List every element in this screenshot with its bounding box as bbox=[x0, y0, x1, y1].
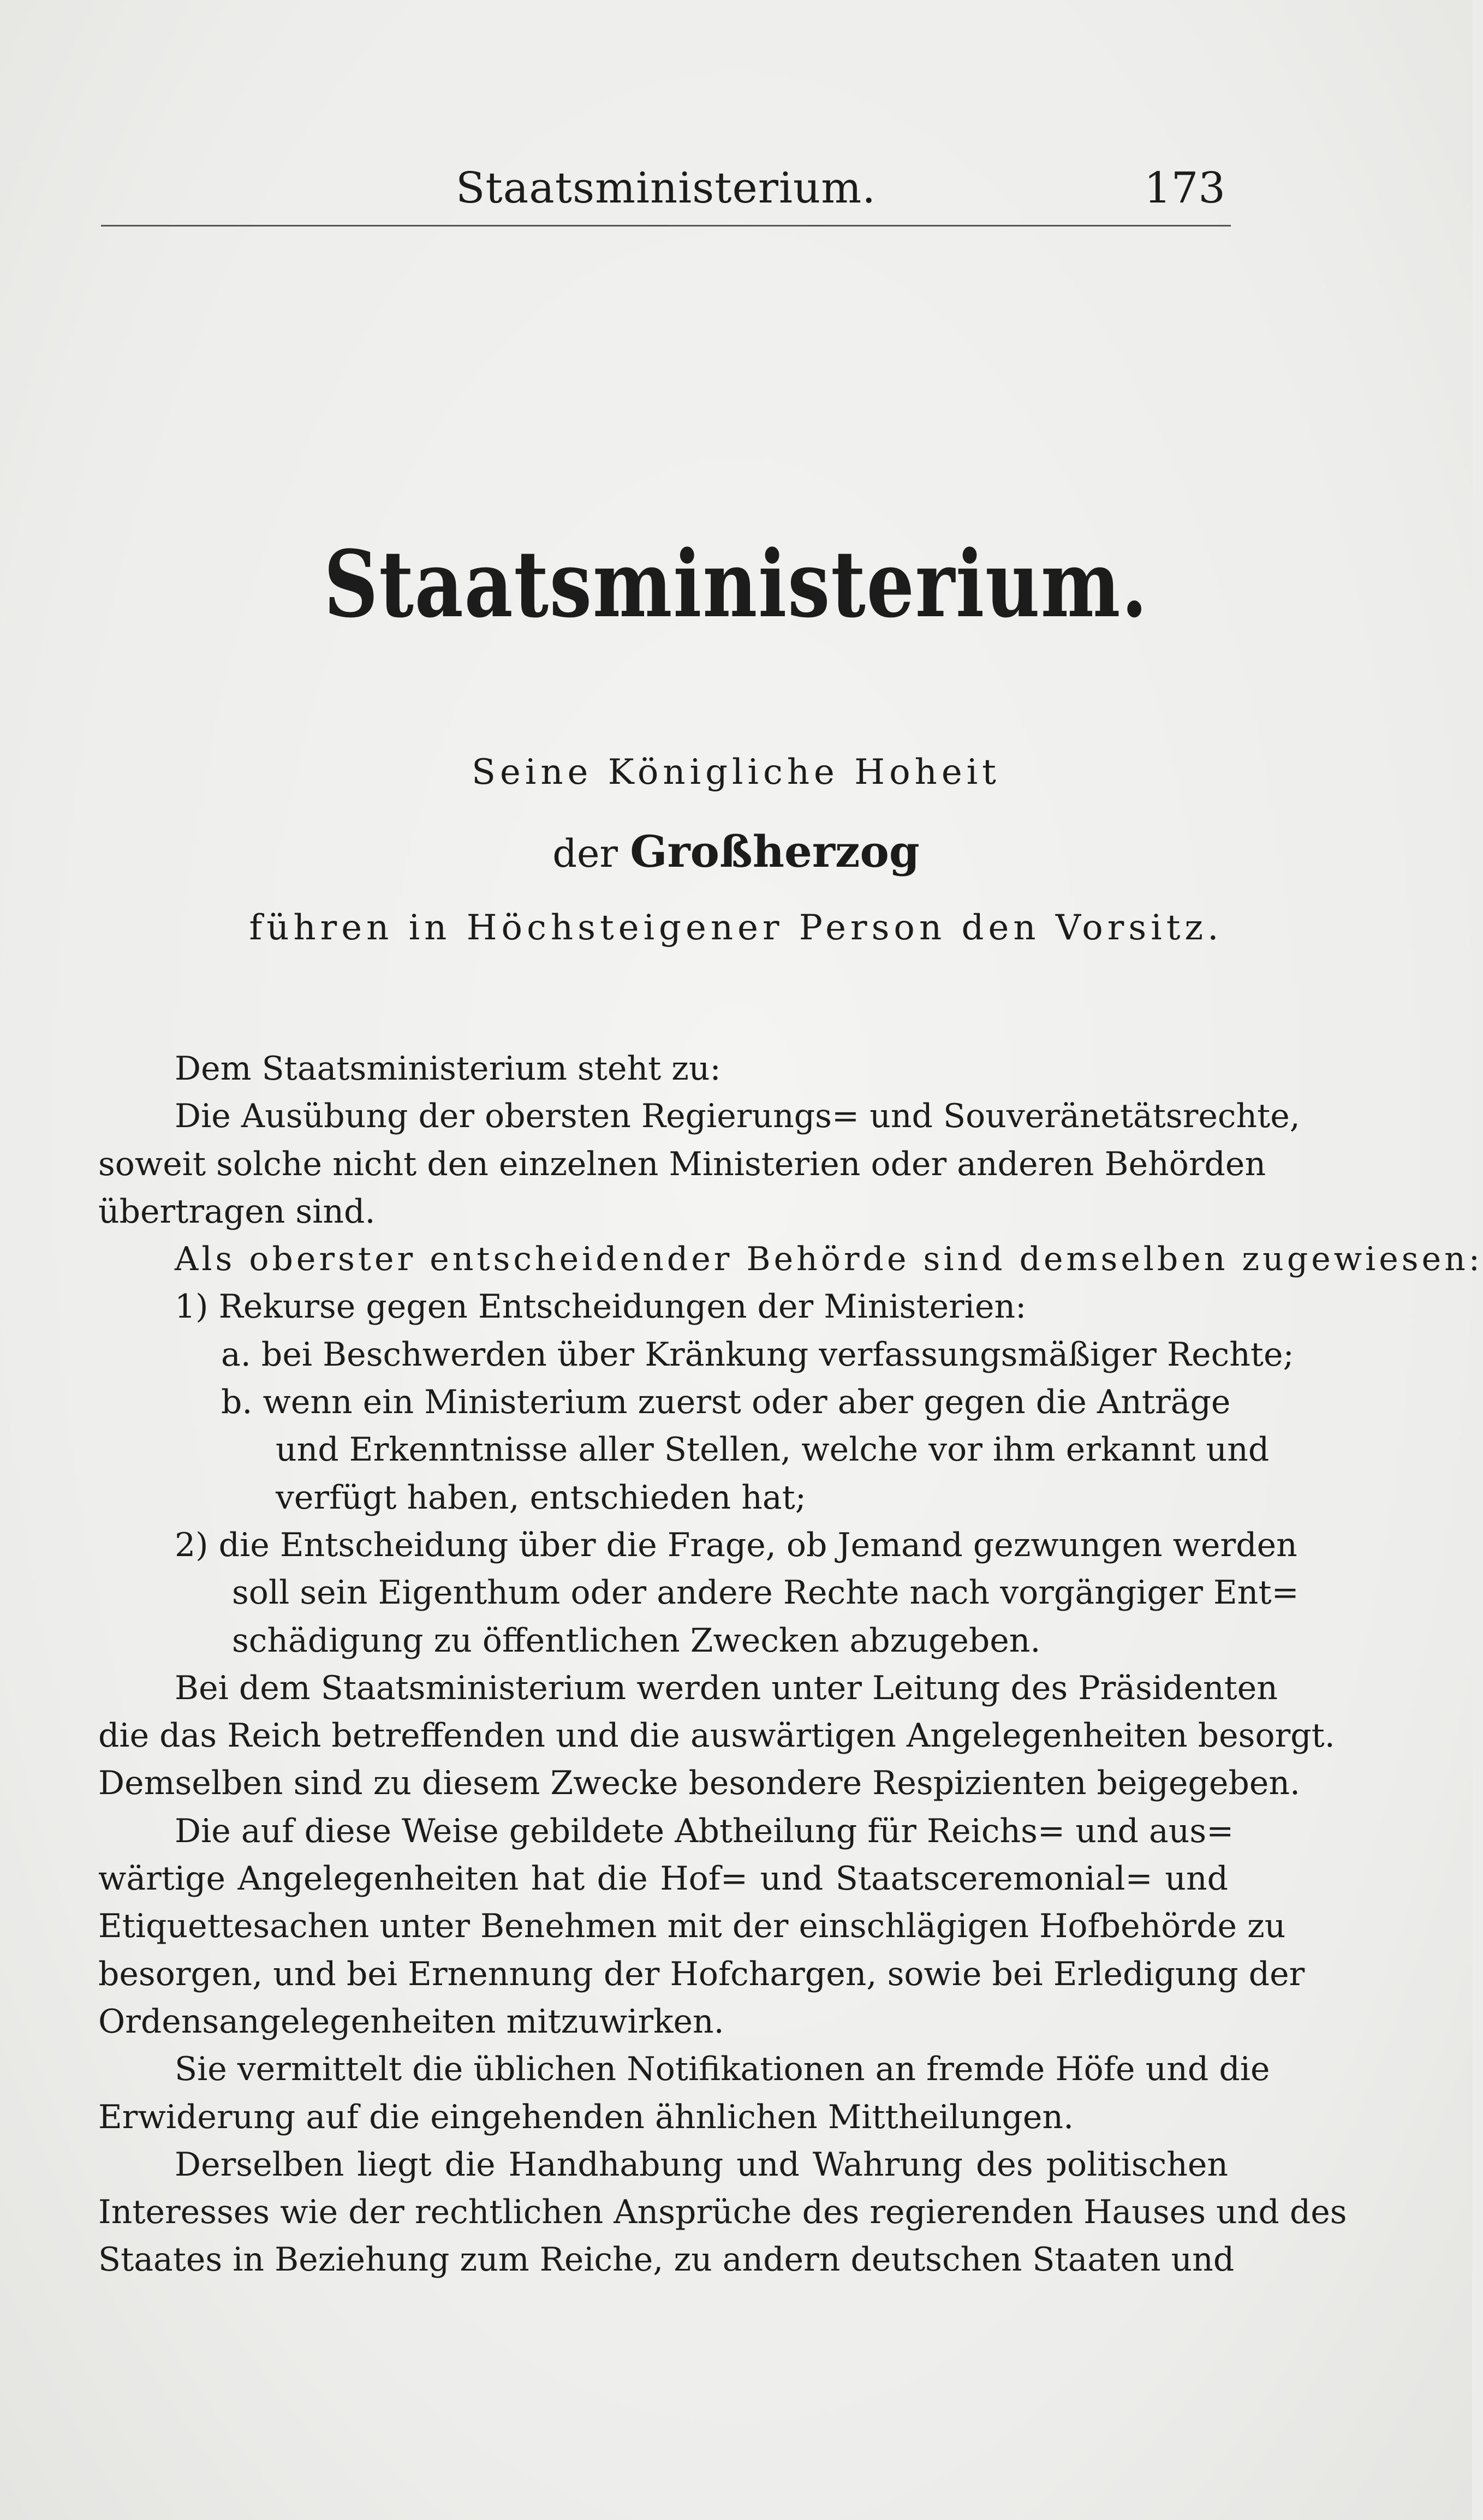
subtitle-line-1: Seine Königliche Hoheit bbox=[472, 752, 1000, 793]
text-line: Etiquettesachen unter Benehmen mit der einschlägigen Hofbehörde zu bbox=[98, 1907, 1286, 1946]
text-line: Derselben liegt die Handhabung und Wahrung des politischen bbox=[175, 2145, 1228, 2184]
subtitle-prefix: der bbox=[552, 831, 618, 876]
text-line: übertragen sind. bbox=[98, 1192, 376, 1231]
text-line: Staates in Beziehung zum Reiche, zu andern deutschen Staaten und bbox=[98, 2241, 1235, 2279]
text-line: a. bei Beschwerden über Kränkung verfassungsmäßiger Rechte; bbox=[221, 1335, 1294, 1374]
text-line: Erwiderung auf die eingehenden ähnlichen Mittheilungen. bbox=[98, 2098, 1074, 2136]
running-title: Staatsministerium. bbox=[455, 164, 876, 213]
page-number: 173 bbox=[1144, 164, 1225, 213]
text-line: soweit solche nicht den einzelnen Ministerien oder anderen Behörden bbox=[98, 1145, 1266, 1183]
text-line: Bei dem Staatsministerium werden unter Leitung des Präsidenten bbox=[175, 1669, 1278, 1707]
text-line: wärtige Angelegenheiten hat die Hof= und Staatsceremonial= und bbox=[98, 1860, 1228, 1898]
text-line: Die auf diese Weise gebildete Abtheilung für Reichs= und aus= bbox=[175, 1812, 1234, 1850]
text-line: 1) Rekurse gegen Entscheidungen der Ministerien: bbox=[175, 1288, 1027, 1326]
text-line: Als oberster entscheidender Behörde sind demselben zugewiesen: bbox=[175, 1240, 1483, 1279]
chapter-title: Staatsministerium. bbox=[324, 530, 1148, 638]
text-line: Dem Staatsministerium steht zu: bbox=[175, 1050, 721, 1088]
subtitle-name: Großherzog bbox=[630, 826, 920, 877]
text-line: die das Reich betreffenden und die auswärtigen Angelegenheiten besorgt. bbox=[98, 1717, 1335, 1755]
text-line: besorgen, und bei Ernennung der Hofchargen, sowie bei Erledigung der bbox=[98, 1955, 1305, 1993]
text-line: b. wenn ein Ministerium zuerst oder aber gegen die Anträge bbox=[221, 1383, 1231, 1422]
subtitle-line-3: führen in Höchsteigener Person den Vorsitz. bbox=[249, 908, 1223, 948]
text-line: Sie vermittelt die üblichen Notifikationen an fremde Höfe und die bbox=[175, 2050, 1270, 2089]
body-text bbox=[98, 1045, 1483, 2284]
text-line: Ordensangelegenheiten mitzuwirken. bbox=[98, 2002, 724, 2041]
text-line: schädigung zu öffentlichen Zwecken abzugeben. bbox=[232, 1621, 1041, 1660]
header-rule bbox=[101, 225, 1231, 227]
text-line: soll sein Eigenthum oder andere Rechte nach vorgängiger Ent= bbox=[232, 1574, 1299, 1612]
subtitle-line-2 bbox=[0, 824, 1472, 881]
text-line: Interesses wie der rechtlichen Ansprüche des regierenden Hauses und des bbox=[98, 2193, 1347, 2232]
text-line: Demselben sind zu diesem Zwecke besondere Respizienten beigegeben. bbox=[98, 1764, 1301, 1803]
text-line: und Erkenntnisse aller Stellen, welche vor ihm erkannt und bbox=[276, 1431, 1270, 1469]
text-line: 2) die Entscheidung über die Frage, ob Jemand gezwungen werden bbox=[175, 1526, 1297, 1564]
text-line: verfügt haben, entschieden hat; bbox=[276, 1478, 807, 1517]
text-line: Die Ausübung der obersten Regierungs= und Souveränetätsrechte, bbox=[175, 1097, 1300, 1136]
running-header bbox=[101, 158, 1231, 218]
